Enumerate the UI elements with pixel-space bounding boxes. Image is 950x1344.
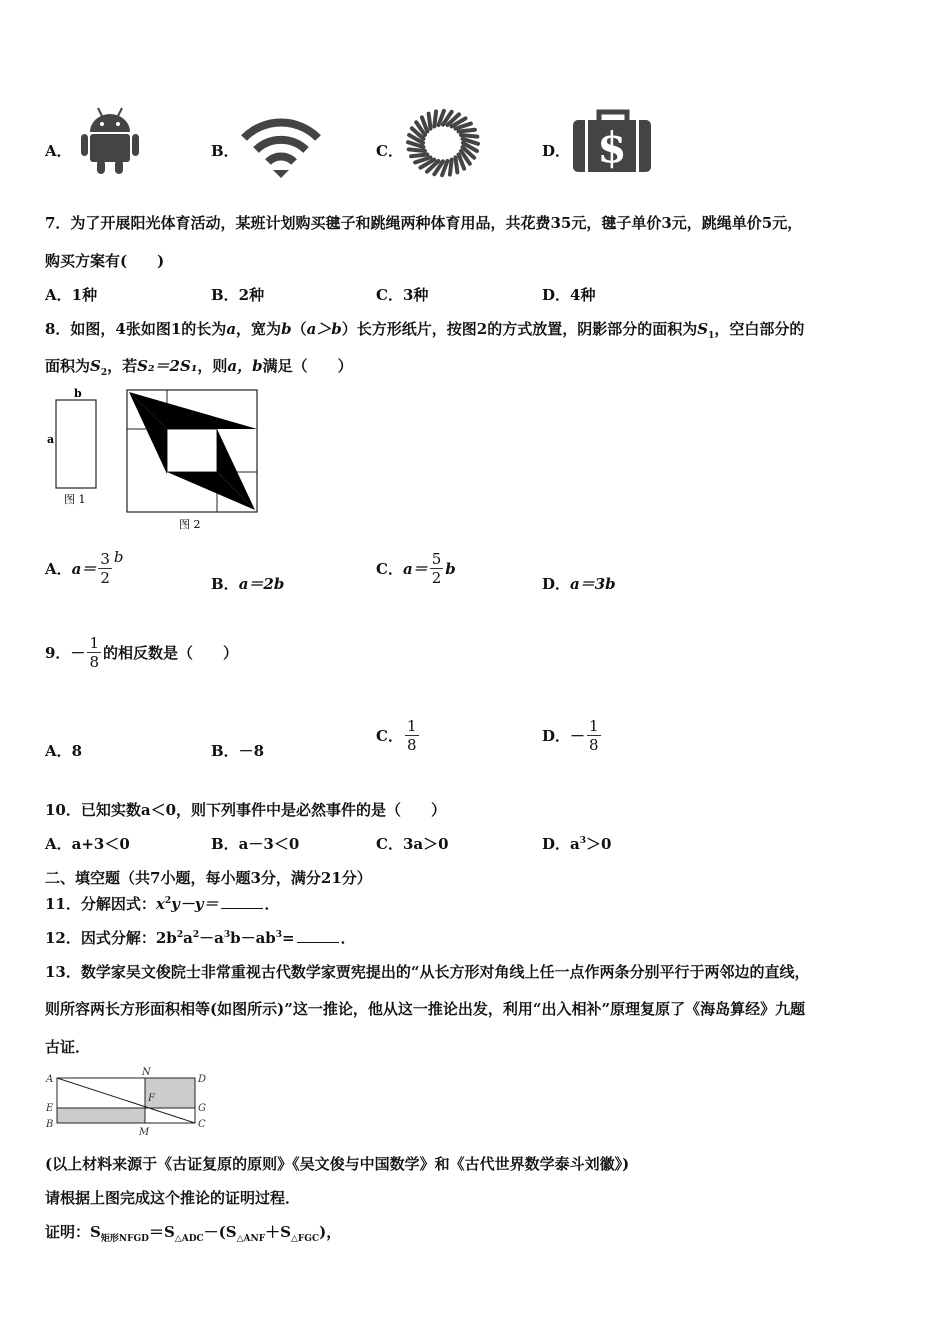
q11-stem: 11．分解因式：$x^2y-y=$ ．: [45, 895, 280, 913]
q7-option-a: A．1种: [45, 286, 98, 304]
q8-stem-line1: 8．如图，4张如图1的长为a，宽为b（a＞b）长方形纸片，按图2的方式放置，阴影部分的面积为$S_1$，空白部分的: [45, 320, 805, 341]
q12-stem: 12．因式分解：$2b^2a^2-a^3b-ab^3=$ ．: [45, 929, 356, 947]
q8-figure-1: [44, 386, 104, 516]
sunburst-ray: [434, 111, 436, 126]
q9-option-a: A．8: [45, 742, 83, 760]
svg-text:E: E: [46, 1103, 54, 1114]
q10-stem: 10．已知实数a＜0，则下列事件中是必然事件的是（ ）: [45, 801, 447, 819]
q13-stem-line1: 13．数学家吴文俊院士非常重视古代数学家贾宪提出的“从长方形对角线上任一点作两条分别平行于两邻边的直线，: [45, 963, 810, 981]
q7-option-c: C．3种: [376, 286, 429, 304]
svg-text:N: N: [142, 1067, 151, 1078]
q8-option-c: C． a＝ $\frac{5}{2}$ b: [376, 550, 456, 587]
q7-option-d: D．4种: [542, 286, 596, 304]
q10-option-b: B．a－3＜0: [211, 835, 300, 853]
q8-option-a: A． a＝ $\frac{3}{2}$ b: [45, 547, 124, 587]
q10-option-c: C．3a＞0: [376, 835, 449, 853]
q9-option-d: D．－ $\frac{1}{8}$: [542, 717, 599, 754]
dollar-bag-icon: [573, 108, 653, 178]
svg-text:D: D: [198, 1074, 207, 1085]
sunburst-ray: [461, 135, 477, 137]
q9-option-b: B．－8: [211, 742, 265, 760]
q13-stem-line2: 则所容两长方形面积相等(如图所示)”这一推论，他从这一推论出发，利用“出入相补”原理复原了《海岛算经》九题: [45, 1000, 806, 1018]
q6-option-c-letter: C．: [376, 142, 403, 160]
fig1-a-label: a: [47, 433, 55, 446]
svg-text:A: A: [46, 1074, 54, 1085]
q6-option-a-letter: A．: [45, 142, 72, 160]
q8-option-d: D．a＝3b: [542, 575, 616, 593]
q13-stem-line3: 古证．: [45, 1038, 91, 1056]
fig1-b-label: b: [74, 387, 82, 400]
q13-proof-line: 证明：$S_{矩形NFGD}=S_{\triangle ADC}-(S_{\triangle ANF}+S_{\triangle FGC})$，: [45, 1223, 342, 1244]
q12-answer-blank[interactable]: [297, 941, 339, 943]
q9-stem: 9．－ $\frac{1}{8}$ 的相反数是（ ）: [45, 634, 238, 671]
sunburst-ray: [455, 157, 457, 172]
fig2-caption: 图 2: [179, 518, 201, 531]
sunburst-ray: [411, 154, 427, 156]
section-2-heading: 二、填空题（共7小题，每小题3分，满分21分）: [45, 869, 372, 887]
q7-stem-line2: 购买方案有( ): [45, 252, 165, 270]
sunburst-ray: [429, 114, 431, 129]
sunburst-icon: [403, 106, 483, 184]
svg-text:G: G: [198, 1103, 206, 1114]
sunburst-ray: [450, 160, 452, 175]
q8-figure-2: [124, 386, 264, 538]
q7-option-b: B．2种: [211, 286, 265, 304]
svg-text:B: B: [46, 1119, 54, 1130]
svg-text:C: C: [198, 1119, 206, 1130]
q13-figure: [42, 1066, 217, 1144]
q8-option-b: B．a＝2b: [211, 575, 285, 593]
sunburst-ray: [409, 149, 425, 151]
q6-option-b-letter: B．: [211, 142, 239, 160]
q13-source-note: (以上材料来源于《古证复原的原则》《吴文俊与中国数学》和《古代世界数学泰斗刘徽》): [45, 1155, 630, 1173]
svg-text:M: M: [139, 1127, 150, 1138]
q6-option-d-letter: D．: [542, 142, 571, 160]
q11-answer-blank[interactable]: [221, 907, 263, 909]
q10-option-d: D．$a^3>0$: [542, 835, 612, 853]
q8-stem-line2: 面积为$S_2$，若S₂＝2S₁，则a，b满足（ ）: [45, 357, 353, 378]
q10-option-a: A．a+3＜0: [45, 835, 130, 853]
android-icon: [80, 104, 140, 178]
sunburst-ray: [459, 130, 475, 132]
q13-instruction: 请根据上图完成这个推论的证明过程．: [45, 1189, 301, 1207]
fig1-caption: 图 1: [64, 493, 86, 506]
q7-stem-line1: 7．为了开展阳光体育活动，某班计划购买毽子和跳绳两种体育用品，共花费35元，毽子单价3元，跳绳单价5元，: [45, 214, 803, 232]
wifi-icon: [240, 116, 322, 182]
svg-text:F: F: [148, 1093, 155, 1104]
svg-text:$: $: [597, 123, 627, 172]
q9-option-c: C． $\frac{1}{8}$: [376, 717, 417, 754]
